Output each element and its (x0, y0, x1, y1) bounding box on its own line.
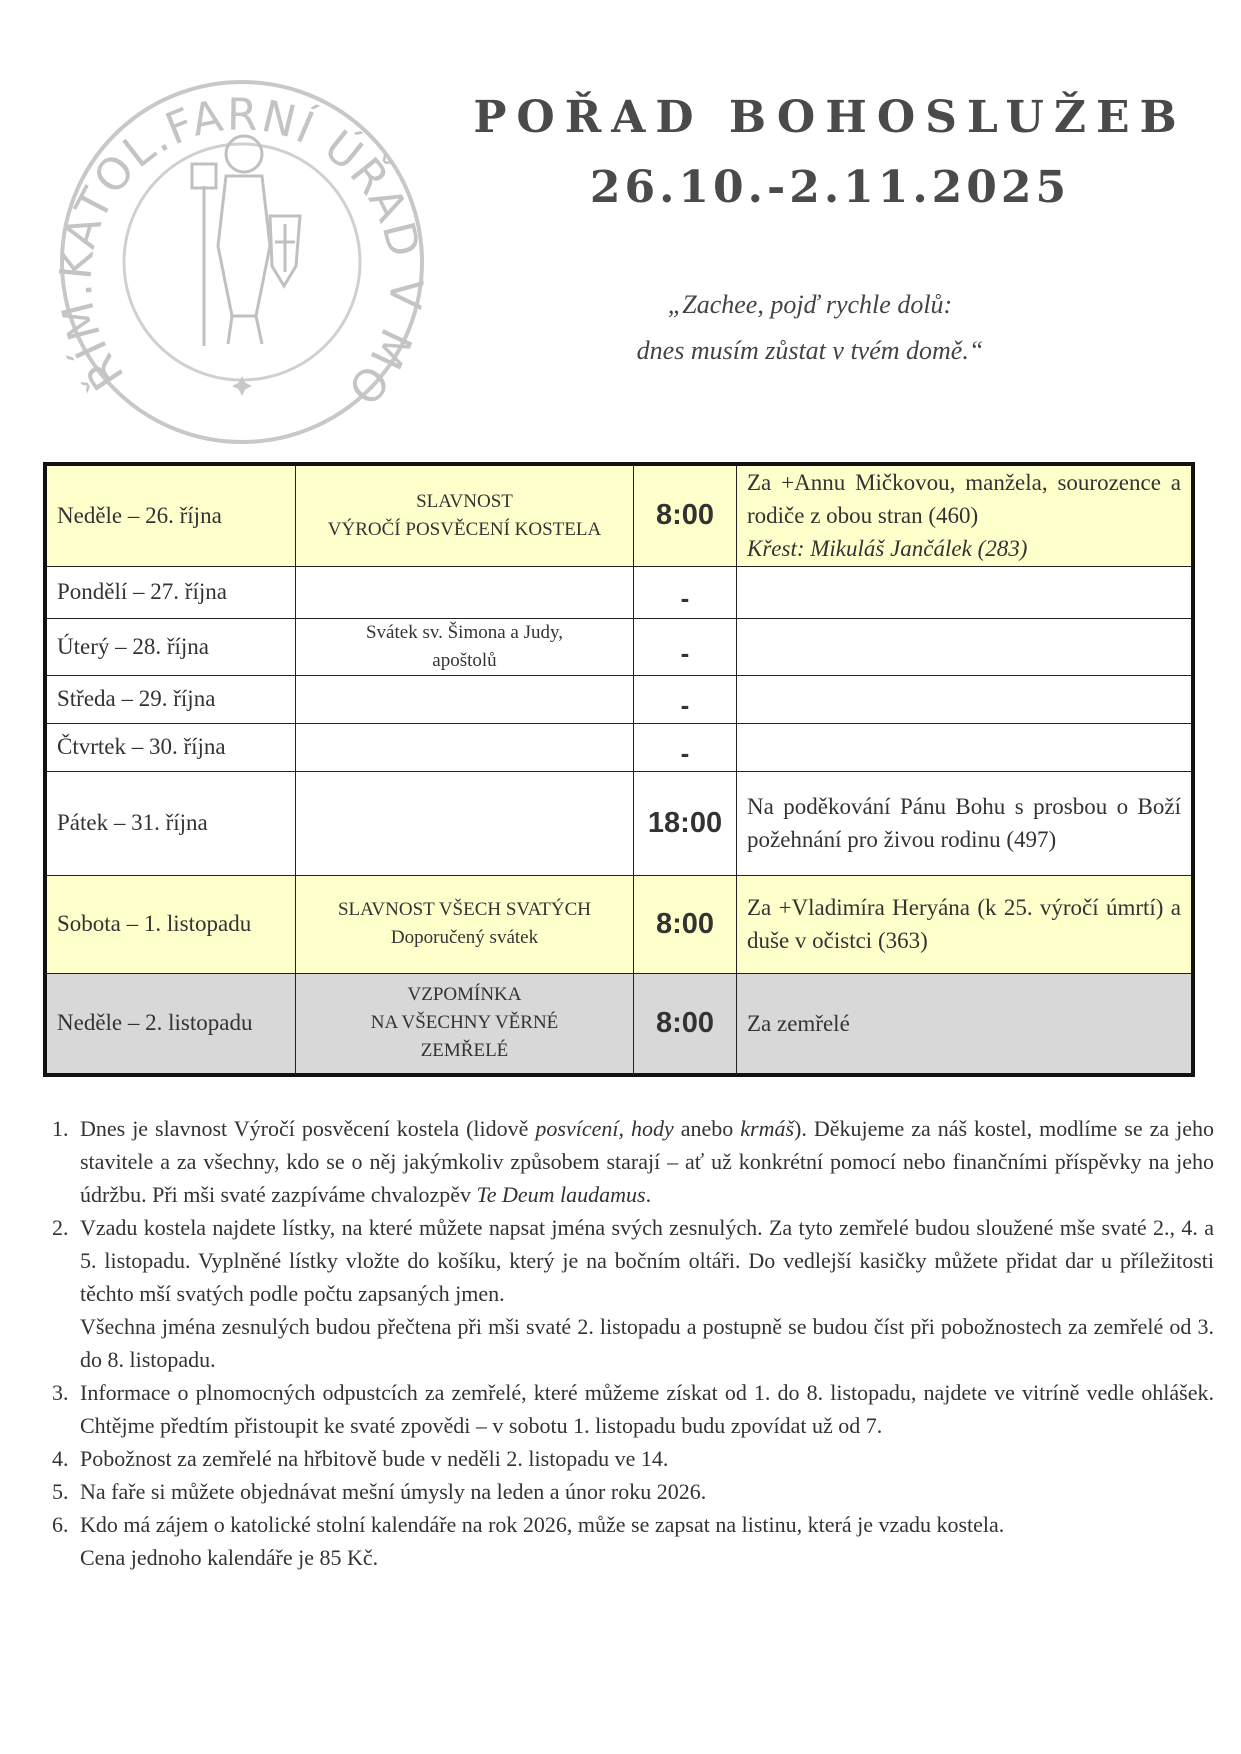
no-mass-dash: - (680, 690, 690, 720)
parish-seal (56, 76, 428, 448)
feast-cell (296, 675, 634, 723)
table-row (45, 618, 1193, 675)
intent-cell (737, 566, 1194, 618)
day-cell: Úterý – 28. října (45, 618, 296, 675)
feast-cell (296, 771, 634, 875)
feast-cell (296, 973, 634, 1075)
intent-cell (737, 723, 1194, 771)
table-row (45, 675, 1193, 723)
time-cell (634, 675, 737, 723)
feast-line: apoštolů (432, 649, 497, 671)
intent-text: Za +Annu Mičkovou, manžela, sourozence a rodiče z obou stran (460) (747, 470, 1181, 529)
day-cell: Čtvrtek – 30. října (45, 723, 296, 771)
feast-line: SLAVNOST VŠECH SVATÝCH (337, 899, 592, 920)
feast-line: Svátek sv. Šimona a Judy, (365, 621, 564, 643)
day-cell: Pondělí – 27. října (45, 566, 296, 618)
no-mass-dash: - (680, 583, 690, 613)
table-row (45, 875, 1193, 973)
time-cell (634, 566, 737, 618)
list-item: 1. Dnes je slavnost Výročí posvěcení kostela (lidově posvícení, hody anebo krmáš). Děkujeme za náš kostel, modlíme se za jeho stavitele a za všechny, kdo se o něj jakýmkoliv způsobem starají – ať už konkrétní pomocí nebo finančními příspěvky na jeho údržbu. Při mši svaté zazpíváme chvalozpěv Te Deum laudamus. (74, 1112, 1214, 1211)
feast-line: SLAVNOST (416, 490, 513, 512)
date-range: 26.10.-2.11.2025 (589, 162, 1071, 213)
time-cell: 18:00 (634, 771, 737, 875)
list-item: 3. Informace o plnomocných odpustcích za zemřelé, které můžeme získat od 1. do 8. listopadu, najdete ve vitríně vedle ohlášek. Chtějme předtím přistoupit ke svaté zpovědi – v sobotu 1. listopadu budu zpovídat už od 7. (74, 1376, 1214, 1442)
time-cell (634, 618, 737, 675)
feast-line: NA VŠECHNY VĚRNÉ (370, 1012, 559, 1034)
day-cell: Neděle – 26. října (45, 464, 296, 566)
page-title: POŘAD BOHOSLUŽEB (473, 92, 1187, 143)
table-row (45, 723, 1193, 771)
time-cell (634, 723, 737, 771)
feast-cell (296, 723, 634, 771)
day-cell: Sobota – 1. listopadu (45, 875, 296, 973)
intent-cell: Na poděkování Pánu Bohu s prosbou o Boží požehnání pro živou rodinu (497) (737, 771, 1194, 875)
table-row (45, 973, 1193, 1075)
intent-subtext: Křest: Mikuláš Jančálek (283) (747, 536, 1028, 562)
time-cell: 8:00 (634, 464, 737, 566)
feast-cell (296, 566, 634, 618)
table-row (45, 566, 1193, 618)
day-cell: Pátek – 31. října (45, 771, 296, 875)
day-cell: Středa – 29. října (45, 675, 296, 723)
list-item: 2. Vzadu kostela najdete lístky, na které můžete napsat jména svých zesnulých. Za tyto zemřelé budou sloužené mše svaté 2., 4. a 5. listopadu. Vyplněné lístky vložte do košíku, který je na bočním oltáři. Do vedlejší kasičky můžete přidat dar u příležitosti těchto mší svatých podle počtu zapsaných jmen. Všechna jména zesnulých budou přečtena při mši svaté 2. listopadu a postupně se budou číst při pobožnostech za zemřelé od 3. do 8. listopadu. (74, 1211, 1214, 1376)
time-cell: 8:00 (634, 973, 737, 1075)
list-item: 6. Kdo má zájem o katolické stolní kalendáře na rok 2026, může se zapsat na listinu, která je vzadu kostela. Cena jednoho kalendáře je 85 Kč. (74, 1508, 1214, 1574)
quote-line-2: dnes musím zůstat v tvém domě.“ (636, 336, 984, 365)
announcements-list (40, 1112, 1214, 1574)
time-cell: 8:00 (634, 875, 737, 973)
intent-cell (737, 618, 1194, 675)
feast-cell (296, 875, 634, 973)
list-item: 5. Na faře si můžete objednávat mešní úmysly na leden a únor roku 2026. (74, 1475, 1214, 1508)
feast-cell (296, 464, 634, 566)
list-item: 4. Pobožnost za zemřelé na hřbitově bude v neděli 2. listopadu ve 14. (74, 1442, 1214, 1475)
table-row (45, 464, 1193, 566)
intent-cell (737, 464, 1194, 566)
feast-cell (296, 618, 634, 675)
scripture-quote (560, 282, 1060, 374)
day-cell: Neděle – 2. listopadu (45, 973, 296, 1075)
no-mass-dash: - (680, 637, 690, 668)
feast-line: Doporučený svátek (390, 927, 539, 948)
intent-cell: Za zemřelé (737, 973, 1194, 1075)
feast-line: VÝROČÍ POSVĚCENÍ KOSTELA (327, 518, 602, 540)
quote-line-1: „Zachee, pojď rychle dolů: (667, 290, 953, 319)
schedule-table (43, 462, 1195, 1077)
feast-line: ZEMŘELÉ (420, 1040, 509, 1062)
no-mass-dash: - (680, 738, 690, 768)
parish-seal-icon (56, 76, 428, 448)
table-row (45, 771, 1193, 875)
feast-line: VZPOMÍNKA (407, 984, 522, 1006)
svg-text:ŘÍM.KATOL.FARNÍ ÚŘAD V MOŘKOVĚ: ŘÍM. ATOL.FARNÍ ÚŘAD V MO (56, 89, 428, 416)
intent-cell (737, 675, 1194, 723)
intent-cell: Za +Vladimíra Heryána (k 25. výročí úmrtí) a duše v očistci (363) (737, 875, 1194, 973)
